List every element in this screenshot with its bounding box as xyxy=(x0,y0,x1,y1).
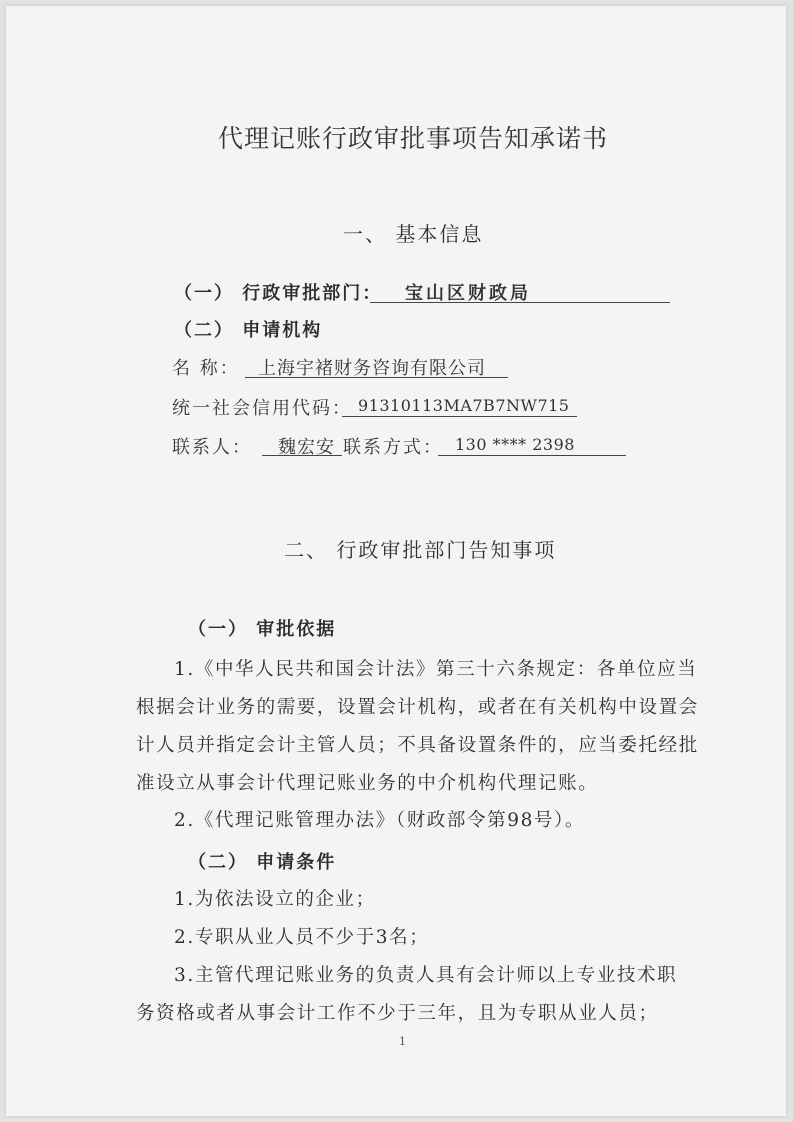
condition-item-1: 1.为依法设立的企业； xyxy=(174,889,376,910)
name-label: 名 称： xyxy=(172,358,240,379)
dept-value: 宝山区财政局 xyxy=(405,283,531,304)
conditions-label: （二） 申请条件 xyxy=(188,852,337,873)
document-title: 代理记账行政审批事项告知承诺书 xyxy=(218,124,609,153)
dept-underline xyxy=(370,302,670,303)
phone-underline xyxy=(438,455,626,456)
applicant-label: （二） 申请机构 xyxy=(174,320,323,341)
credit-code-value: 91310113MA7B7NW715 xyxy=(358,396,570,415)
phone-value: 130 **** 2398 xyxy=(455,435,575,454)
basis-paragraph-line: 计人员并指定会计主管人员；不具备设置条件的，应当委托经批 xyxy=(136,735,699,756)
condition-item-3-cont: 务资格或者从事会计工作不少于三年，且为专职从业人员； xyxy=(136,1003,659,1024)
phone-label: 联系方式： xyxy=(343,437,443,458)
condition-item-2: 2.专职从业人员不少于3名； xyxy=(174,927,430,948)
name-value: 上海宇褚财务咨询有限公司 xyxy=(258,358,486,379)
basis-paragraph-line: 1.《中华人民共和国会计法》第三十六条规定：各单位应当 xyxy=(174,659,698,680)
contact-value: 魏宏安 xyxy=(278,437,335,458)
contact-underline xyxy=(262,455,342,456)
credit-code-underline xyxy=(342,416,577,417)
dept-label: （一） 行政审批部门： xyxy=(174,283,383,304)
basis-paragraph-line: 准设立从事会计代理记账业务的中介机构代理记账。 xyxy=(136,773,599,794)
credit-code-label: 统一社会信用代码： xyxy=(172,398,352,419)
basis-item-2: 2.《代理记账管理办法》（财政部令第98号）。 xyxy=(174,810,585,831)
name-underline xyxy=(245,377,508,378)
section-heading-basic-info: 一、 基本信息 xyxy=(343,222,484,246)
basis-paragraph-line: 根据会计业务的需要，设置会计机构，或者在有关机构中设置会 xyxy=(136,697,699,718)
contact-label: 联系人： xyxy=(172,437,252,458)
section-heading-notice: 二、 行政审批部门告知事项 xyxy=(284,538,557,562)
condition-item-3: 3.主管代理记账业务的负责人具有会计师以上专业技术职 xyxy=(174,965,678,986)
basis-label: （一） 审批依据 xyxy=(188,619,337,640)
page-number: 1 xyxy=(399,1035,406,1048)
